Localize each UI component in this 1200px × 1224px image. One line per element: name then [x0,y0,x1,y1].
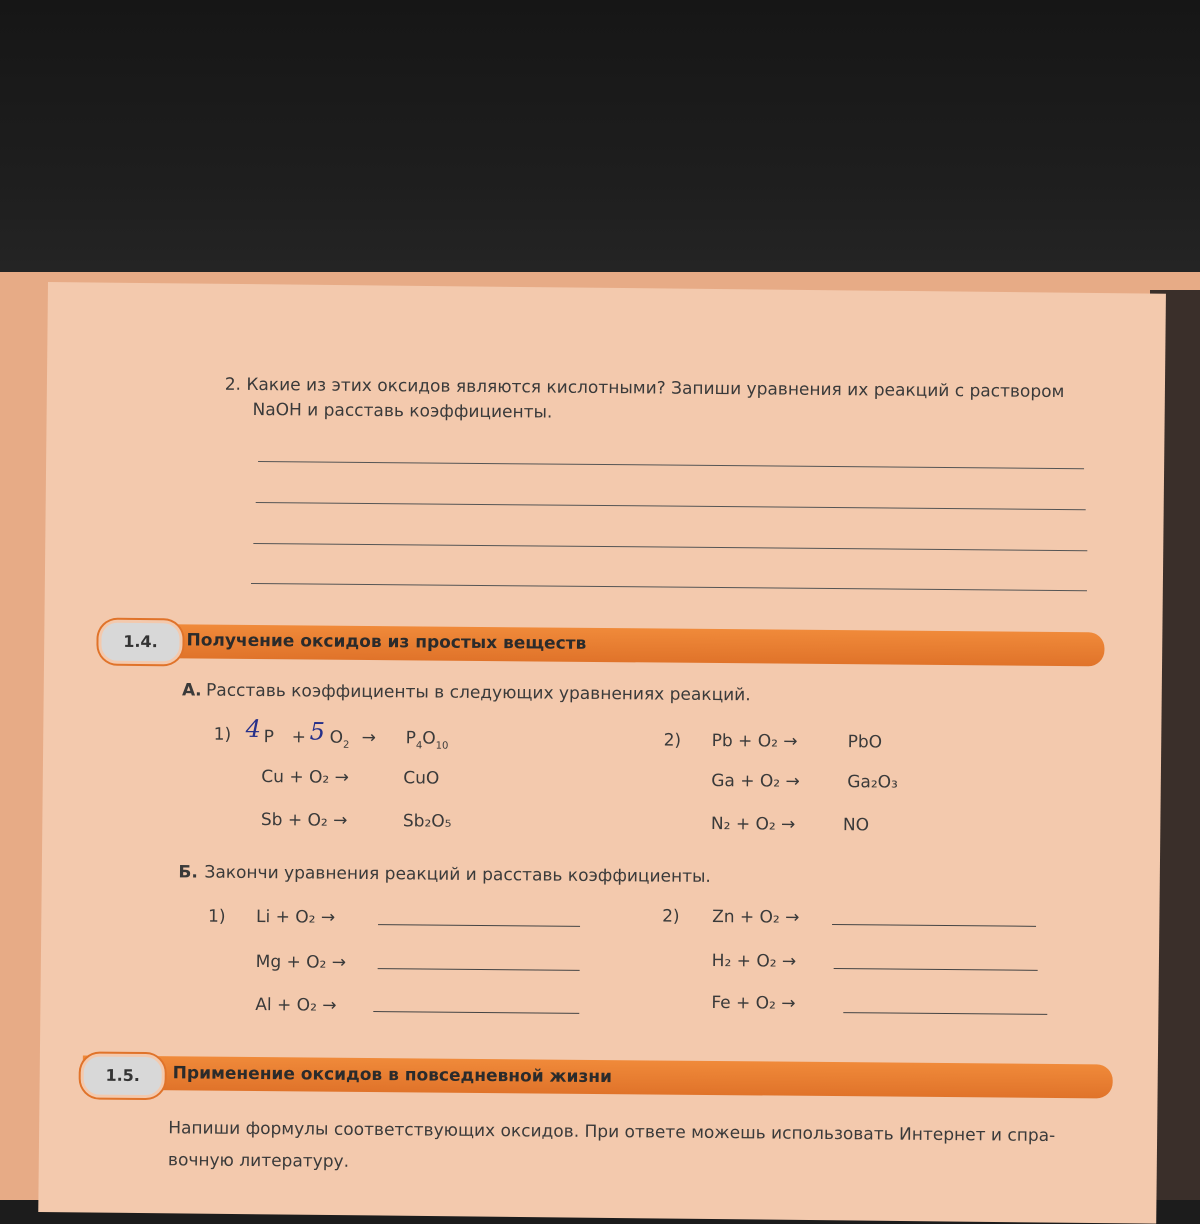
task2-line1: 2. Какие из этих оксидов являются кислотными? Запиши уравнения их реакций с раствором [224,374,1065,403]
eq3-left: Sb + O₂ → [260,810,348,831]
eq1-oxygen: $O_2$ [329,727,350,751]
answer-line-4[interactable] [251,583,1087,591]
b-eq5: H₂ + O₂ → [711,950,797,972]
section-1-5-line2: вочную литературу. [167,1150,350,1172]
part-b-item2-number: 2) [662,906,680,927]
section-1-5-number: 1.5. [81,1053,165,1098]
part-a-item1-number: 1) [213,724,232,745]
eq5-left: Ga + O₂ → [711,770,800,792]
answer-line-1[interactable] [258,461,1084,469]
answer-line-3[interactable] [253,543,1087,551]
part-b-item1-number: 1) [208,906,226,927]
b-eq2: Mg + O₂ → [255,952,347,973]
b-eq3-blank[interactable] [373,1011,579,1014]
part-a-item2-number: 2) [663,730,682,751]
eq1-arrow: → [361,727,376,749]
eq3-right: Sb₂O₅ [402,811,452,832]
section-1-5-title: Применение оксидов в повседневной жизни [172,1063,613,1088]
eq4-left: Pb + O₂ → [711,730,798,752]
handwritten-coefficient-4: 4 [245,714,262,744]
section-1-5-line1: Напиши формулы соответствующих оксидов. При ответе можешь использовать Интернет и спра- [168,1118,1056,1146]
b-eq2-blank[interactable] [378,968,580,971]
eq2-right: CuO [403,768,440,789]
b-eq1-blank[interactable] [378,924,580,927]
b-eq4-blank[interactable] [832,924,1036,927]
eq1-reactant-p: P [263,727,275,748]
part-b-letter: Б. [178,862,198,883]
eq2-left: Cu + O₂ → [261,767,349,788]
part-a-instruction: Расставь коэффициенты в следующих уравнениях реакций. [205,680,751,706]
b-eq4: Zn + O₂ → [712,906,800,928]
eq6-right: NO [842,815,870,836]
section-1-4-title: Получение оксидов из простых веществ [186,630,587,654]
eq4-right: PbO [847,732,883,753]
b-eq6: Fe + O₂ → [711,992,796,1014]
eq1-product: $P_4O_{10}$ [405,728,449,752]
eq6-left: N₂ + O₂ → [710,813,796,835]
eq5-right: Ga₂O₃ [847,772,898,793]
handwritten-coefficient-5: 5 [309,717,326,746]
section-1-4-number: 1.4. [98,620,182,665]
b-eq3: Al + O₂ → [255,995,337,1016]
b-eq1: Li + O₂ → [256,907,336,928]
task2-line2: NaOH и расставь коэффициенты. [252,399,553,423]
part-b-instruction: Закончи уравнения реакций и расставь коэффициенты. [204,862,711,887]
b-eq6-blank[interactable] [843,1012,1047,1015]
eq1-plus: + [291,727,306,748]
part-a-letter: А. [181,680,202,701]
b-eq5-blank[interactable] [834,968,1038,971]
answer-line-2[interactable] [256,502,1086,510]
